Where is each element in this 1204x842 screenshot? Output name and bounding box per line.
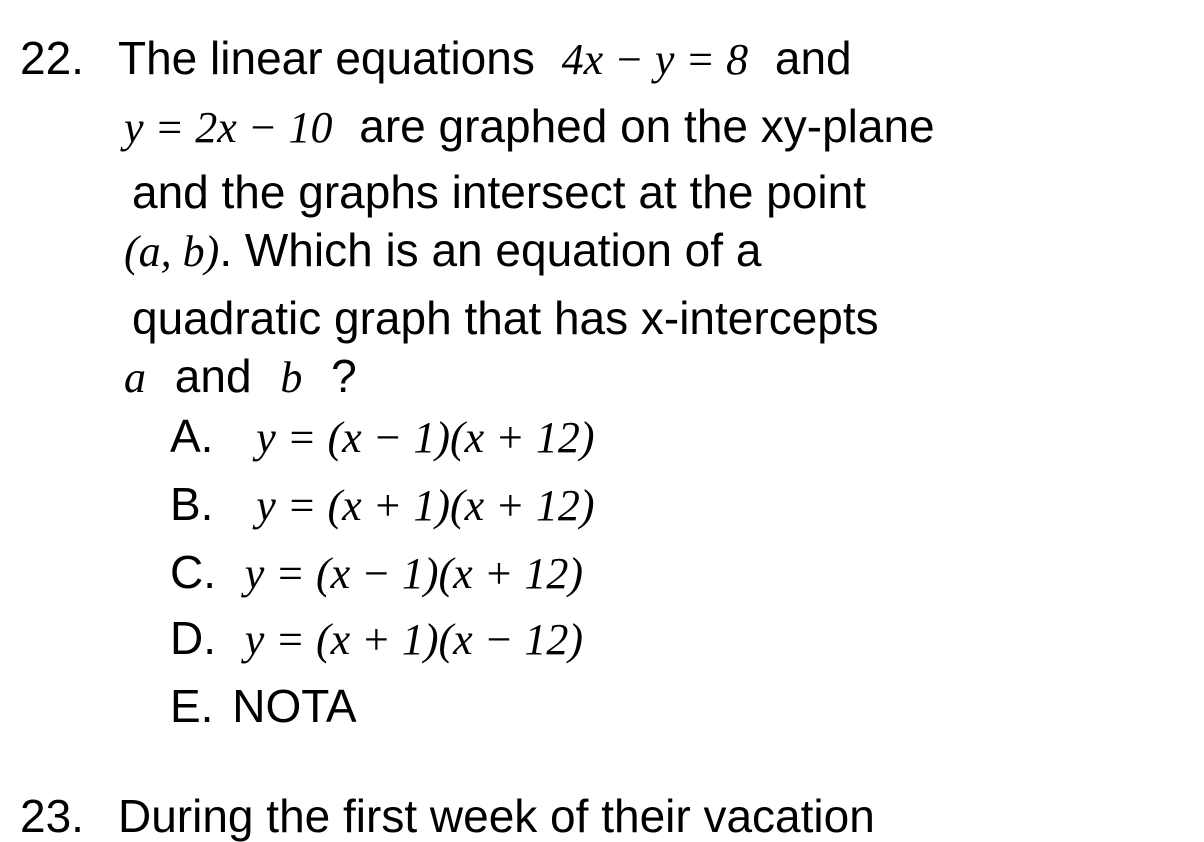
question-line-2 — [124, 100, 935, 154]
choice-d[interactable] — [170, 612, 583, 666]
question-intro: The linear equations — [118, 32, 535, 84]
question-line-6 — [124, 350, 357, 404]
choice-letter: E. — [170, 680, 214, 732]
intersection-point: (a, b) — [124, 227, 220, 276]
choice-letter: A. — [170, 410, 214, 462]
question-number: 22. — [20, 32, 84, 84]
next-question-text: During the first week of their vacation — [118, 790, 875, 842]
question-line-1 — [118, 32, 852, 86]
choice-equation: y = (x + 1)(x + 12) — [256, 481, 595, 530]
choice-a[interactable] — [170, 410, 595, 464]
question-line-4-rest: . Which is an equation of a — [219, 224, 762, 276]
variable-a: a — [124, 353, 146, 402]
question-mark: ? — [331, 350, 357, 402]
and-word-1: and — [774, 32, 852, 84]
choice-b[interactable] — [170, 478, 595, 532]
equation-1: 4x − y = 8 — [561, 35, 749, 84]
choice-equation: y = (x − 1)(x + 12) — [244, 549, 584, 598]
variable-b: b — [280, 353, 303, 402]
next-question-number: 23. — [20, 790, 84, 842]
equation-2: y = 2x − 10 — [124, 103, 333, 152]
question-line-5: quadratic graph that has x-intercepts — [132, 292, 879, 344]
choice-letter: B. — [170, 478, 214, 530]
choice-e[interactable] — [170, 680, 357, 732]
question-line-4 — [124, 224, 761, 278]
question-line-3: and the graphs intersect at the point — [132, 166, 866, 218]
choice-c[interactable] — [170, 546, 583, 600]
and-word-2: and — [174, 350, 252, 402]
choice-equation: y = (x + 1)(x − 12) — [244, 615, 584, 664]
question-line-2-rest: are graphed on the xy-plane — [359, 100, 935, 152]
choice-text: NOTA — [232, 680, 357, 732]
choice-letter: C. — [170, 546, 216, 598]
choice-letter: D. — [170, 612, 216, 664]
choice-equation: y = (x − 1)(x + 12) — [256, 413, 595, 462]
